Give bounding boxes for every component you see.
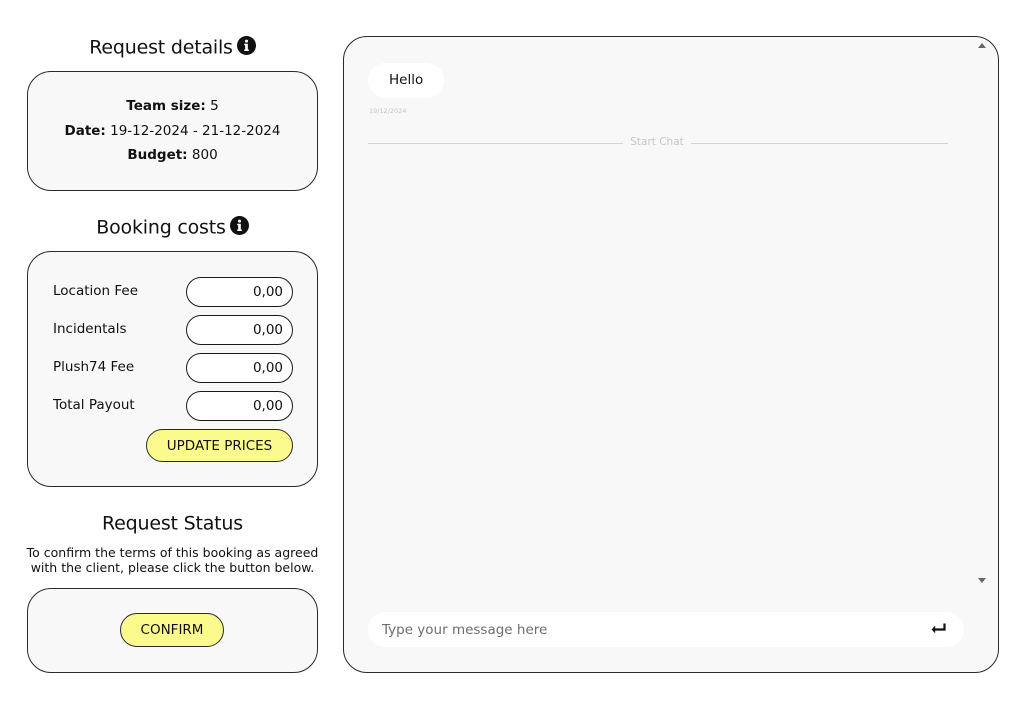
plush74-fee-label: Plush74 Fee: [53, 359, 135, 375]
chat-message-input[interactable]: [368, 612, 918, 647]
team-size-label: Team size:: [126, 98, 206, 114]
request-status-description: To confirm the terms of this booking as agreed with the client, please click the button below.: [26, 545, 319, 575]
start-chat-label: Start Chat: [630, 136, 684, 148]
location-fee-label: Location Fee: [53, 283, 139, 299]
update-prices-button[interactable]: UPDATE PRICES: [146, 429, 293, 462]
chat-divider-right: [691, 143, 948, 144]
request-status-heading: [27, 511, 318, 536]
request-status-card: [27, 588, 318, 673]
chat-message-timestamp: 19/12/2024: [369, 107, 407, 115]
chat-input-container: [368, 612, 964, 647]
booking-costs-heading: [27, 215, 318, 240]
info-icon[interactable]: [230, 216, 249, 235]
scroll-down-arrow-icon[interactable]: [978, 578, 986, 583]
booking-costs-title: Booking costs: [96, 216, 226, 239]
chat-panel: [343, 36, 999, 673]
incidentals-label: Incidentals: [53, 321, 127, 337]
budget-line: [28, 146, 317, 164]
team-size-value: 5: [205, 98, 219, 114]
date-value: 19-12-2024 - 21-12-2024: [105, 123, 281, 139]
enter-return-icon[interactable]: [930, 622, 946, 636]
info-icon[interactable]: [237, 36, 256, 55]
request-details-heading: [27, 35, 318, 60]
chat-divider-left: [368, 143, 623, 144]
total-payout-input[interactable]: [186, 391, 293, 421]
scroll-up-arrow-icon[interactable]: [978, 43, 986, 48]
location-fee-input[interactable]: [186, 277, 293, 307]
request-details-title: Request details: [89, 36, 233, 59]
confirm-button[interactable]: CONFIRM: [120, 613, 224, 647]
booking-costs-card: [27, 251, 318, 487]
request-details-card: [27, 71, 318, 191]
date-label: Date:: [64, 123, 106, 139]
total-payout-label: Total Payout: [53, 397, 135, 413]
chat-message-bubble: Hello: [368, 63, 444, 98]
budget-value: 800: [187, 147, 218, 163]
request-status-title: Request Status: [102, 512, 243, 535]
incidentals-input[interactable]: [186, 315, 293, 345]
plush74-fee-input[interactable]: [186, 353, 293, 383]
team-size-line: [28, 97, 317, 115]
date-line: [28, 122, 317, 140]
budget-label: Budget:: [127, 147, 188, 163]
